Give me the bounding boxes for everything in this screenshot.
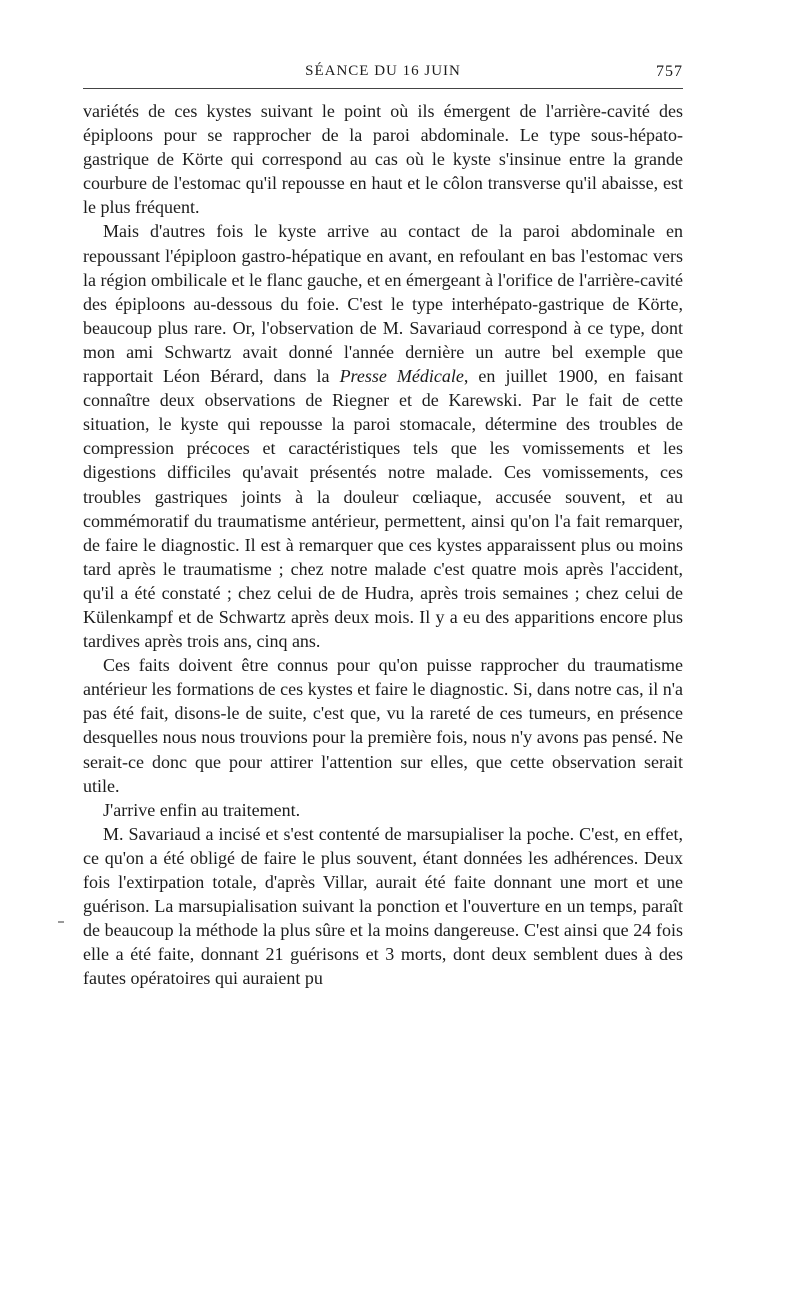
page-number: 757 (656, 63, 683, 80)
page (83, 58, 683, 990)
journal-title: Presse Médicale (339, 366, 464, 387)
paragraph-5 (83, 822, 683, 991)
header-title: SÉANCE DU 16 JUIN (305, 63, 461, 79)
body-text (83, 99, 683, 990)
paragraph-2-text-before: Mais d'autres fois le kyste arrive au contact de la paroi abdominale en repoussant l'épiploon gastro-hépatique en avant, en refoulant en bas l'estomac vers la région ombilicale et le flanc gauche, et en émergeant à l'orifice de l'arrière-cavité des épiploons au-dessous du foie. C'est le type interhépato-gastrique de Körte, beaucoup plus rare. Or, l'observation de M. Savariaud correspond à ce type, dont mon ami Schwartz avait donné l'année dernière un autre bel exemple que rapportait Léon Bérard, dans la (83, 221, 683, 387)
paragraph-3-text: Ces faits doivent être connus pour qu'on puisse rapprocher du traumatisme antérieur les formations de ces kystes et faire le diagnostic. Si, dans notre cas, il n'a pas été fait, disons-le de suite, c'est que, vu la rareté de ces tumeurs, en présence desquelles nous nous trouvions pour la première fois, nous n'y avons pas pensé. Ne serait-ce donc que pour attirer l'attention sur elles, que cette observation serait utile. (83, 655, 683, 796)
margin-mark (58, 921, 64, 923)
paragraph-2-text-after: , en juillet 1900, en faisant connaître deux observations de Riegner et de Karewski. Par le fait de cette situation, le kyste qui repousse la paroi stomacale, détermine des troubles de compression précoces et caractéristiques tels que les vomissements et les digestions difficiles qu'avait présentés notre malade. Ces vomissements, ces troubles gastriques joints à la douleur cœliaque, accusée souvent, et au commémoratif du traumatisme antérieur, permettent, ainsi qu'on l'a fait remarquer, de faire le diagnostic. Il est à remarquer que ces kystes apparaissent plus ou moins tard après le traumatisme ; chez notre malade c'est quatre mois après l'accident, qu'il a été constaté ; chez celui de de Hudra, après trois semaines ; chez celui de Külenkampf et de Schwartz après deux mois. Il y a eu des apparitions encore plus tardives après trois ans, cinq ans. (83, 366, 683, 652)
paragraph-3 (83, 653, 683, 798)
paragraph-4 (83, 798, 683, 822)
paragraph-1 (83, 99, 683, 219)
paragraph-2 (83, 219, 683, 653)
paragraph-5-text: M. Savariaud a incisé et s'est contenté de marsupialiser la poche. C'est, en effet, ce qu'on a été obligé de faire le plus souvent, étant données les adhérences. Deux fois l'extirpation totale, d'après Villar, aurait été faite donnant une mort et une guérison. La marsupialisation suivant la ponction et l'ouverture en un temps, paraît de beaucoup la méthode la plus sûre et la moins dangereuse. C'est ainsi que 24 fois elle a été faite, donnant 21 guérisons et 3 morts, dont deux semblent dues à des fautes opératoires qui auraient pu (83, 823, 683, 989)
running-header (83, 58, 683, 89)
paragraph-1-text: variétés de ces kystes suivant le point où ils émergent de l'arrière-cavité des épiploons pour se rapprocher de la paroi abdominale. Le type sous-hépato-gastrique de Körte qui correspond au cas où le kyste s'insinue entre la grande courbure de l'estomac qu'il repousse en haut et le côlon transverse qu'il abaisse, est le plus fréquent. (83, 101, 683, 218)
paragraph-4-text: J'arrive enfin au traitement. (103, 799, 301, 820)
